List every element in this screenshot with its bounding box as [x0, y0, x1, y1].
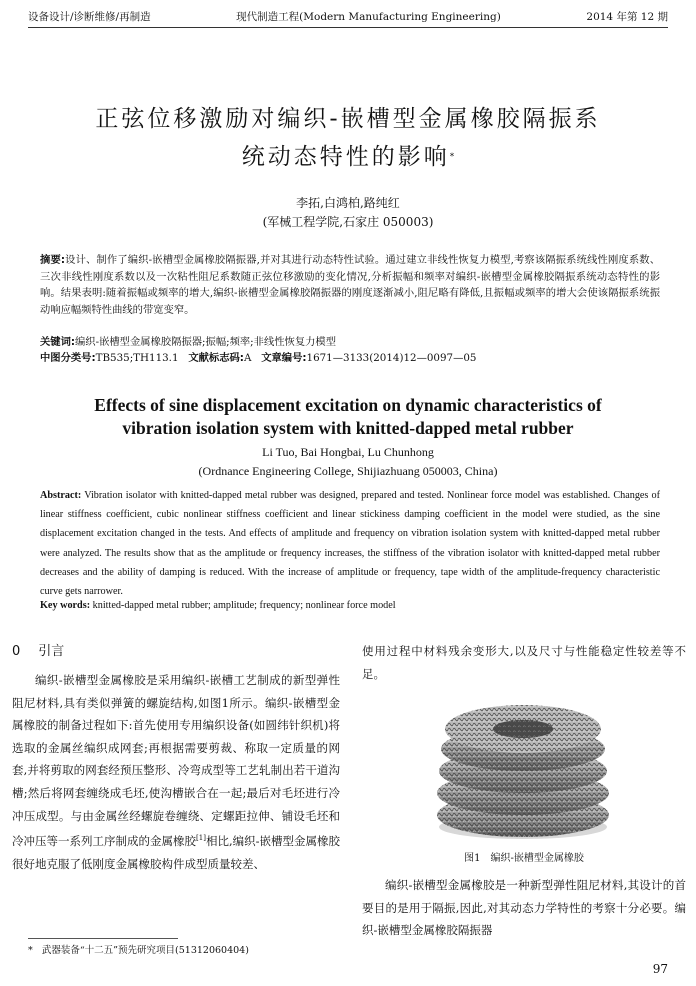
right-column	[362, 640, 686, 942]
english-keywords	[40, 598, 660, 614]
intro-paragraph	[12, 669, 340, 875]
doc-code-label: 文献标志码:	[188, 352, 244, 364]
intro-text-part2: 相比,编织-嵌槽型金属橡胶很好地克服了低刚度金属橡胶构件成型质量较差、	[12, 833, 340, 871]
running-header	[28, 6, 668, 28]
figure-caption: 图1 编织-嵌槽型金属橡胶	[464, 853, 584, 865]
english-title-line2: vibration isolation system with knitted-dapped metal rubber	[122, 418, 574, 438]
doc-code-value: A	[243, 352, 252, 364]
footnote	[28, 942, 249, 956]
classification-line	[40, 350, 660, 366]
chinese-title-line2-wrap	[0, 138, 696, 176]
chinese-keywords	[40, 334, 660, 350]
footnote-text: 武器装备“十二五”预先研究项目(51312060404)	[41, 945, 249, 956]
english-title-line1: Effects of sine displacement excitation on dynamic characteristics of	[94, 395, 602, 415]
chinese-affiliation: (军械工程学院,石家庄 050003)	[262, 215, 434, 229]
chinese-abstract-label: 摘要:	[40, 254, 65, 266]
title-footnote-mark: *	[449, 152, 455, 162]
header-journal: 现代制造工程(Modern Manufacturing Engineering)	[236, 11, 501, 23]
chinese-authors: 李拓,白鸿柏,路纯红	[296, 196, 400, 210]
chinese-keywords-label: 关键词:	[40, 336, 76, 348]
english-keywords-text: knitted-dapped metal rubber; amplitude; frequency; nonlinear force model	[92, 600, 396, 611]
english-abstract-label: Abstract:	[40, 490, 82, 501]
chinese-abstract-text: 设计、制作了编织-嵌槽型金属橡胶隔振器,并对其进行动态特性试验。通过建立非线性恢复力模型,考察该隔振系统线性刚度系数、三次非线性刚度系数以及一次粘性阻尼系数随正弦位移激励的变化情况,分析振幅和频率对编织-嵌槽型金属橡胶隔振系统动态特性的影响。结果表明:随着振幅或频率的增大,编织-嵌槽型金属橡胶隔振器的刚度逐渐减小,阻尼略有降低,且振幅或频率的增大会使该隔振系统振动响应幅频特性曲线的带宽变窄。	[40, 254, 660, 316]
continued-paragraph: 使用过程中材料残余变形大,以及尺寸与性能稳定性较差等不足。	[362, 644, 686, 681]
section-title: 引言	[38, 644, 65, 659]
english-title	[0, 394, 696, 440]
chinese-abstract	[40, 252, 660, 318]
english-authors: Li Tuo, Bai Hongbai, Lu Chunhong	[262, 445, 434, 459]
footnote-rule	[28, 938, 178, 939]
header-issue: 2014 年第 12 期	[586, 11, 668, 23]
metal-rubber-photo	[428, 697, 618, 843]
left-column	[12, 640, 340, 875]
english-affiliation: (Ordnance Engineering College, Shijiazhuang 050003, China)	[198, 464, 498, 478]
chinese-keywords-text: 编织-嵌槽型金属橡胶隔振器;振幅;频率;非线性恢复力模型	[75, 336, 337, 348]
article-no-label: 文章编号:	[261, 352, 307, 364]
english-abstract	[40, 486, 660, 601]
intro-text-part1: 编织-嵌槽型金属橡胶是采用编织-嵌槽工艺制成的新型弹性阻尼材料,具有类似弹簧的螺旋结构,如图1所示。编织-嵌槽型金属橡胶的制备过程如下:首先使用专用编织设备(如圆纬针织机)将选取的金属丝编织成网套;再根据需要剪裁、称取一定质量的网套,并将剪取的网套经预压整形、冷弯成型等工艺轧制出若干道沟槽;然后将网套缠绕成毛坯,使沟槽嵌合在一起;最后对毛坯进行冷冲压成型。与由金属丝经螺旋卷缠绕、定螺距拉伸、铺设毛坯和冷冲压等一系列工序制成的金属橡胶	[12, 673, 340, 848]
citation-ref: [1]	[196, 834, 206, 843]
header-left: 设备设计/诊断维修/再制造	[28, 11, 151, 23]
right-paragraph: 编织-嵌槽型金属橡胶是一种新型弹性阻尼材料,其设计的首要目的是用于隔振,因此,对其动态力学特性的考察十分必要。编织-嵌槽型金属橡胶隔振器	[362, 878, 686, 938]
chinese-title	[0, 100, 696, 176]
footnote-mark: *	[28, 945, 33, 956]
chinese-title-line2: 统动态特性的影响	[241, 144, 450, 170]
clc-value: TB535;TH113.1	[95, 352, 179, 364]
clc-label: 中图分类号:	[40, 352, 96, 364]
page-number: 97	[652, 962, 668, 976]
article-no-value: 1671—3133(2014)12—0097—05	[306, 352, 477, 364]
section-heading	[12, 640, 340, 659]
english-keywords-label: Key words:	[40, 600, 91, 611]
english-abstract-text: Vibration isolator with knitted-dapped metal rubber was designed, prepared and tested. Nonlinear force model was established. Changes of linear stiffness coefficient, cubic nonlinear stiffness coefficient and linear stickiness damping coefficient in the model were studied, as the sine displacement excitation changed in the tests. And effects of amplitude and frequency on vibration isolation system with knitted-dapped metal rubber were analyzed. The results show that as the amplitude or frequency increases, the stiffness of the vibration isolator with knitted-dapped metal rubber decreases and the ability of damping is reduced. With the increase of amplitude or frequency, tape width of the amplitude-frequency characteristic curve gets narrower.	[40, 490, 660, 598]
section-number: 0	[12, 644, 21, 659]
chinese-title-line1: 正弦位移激励对编织-嵌槽型金属橡胶隔振系	[95, 106, 601, 132]
figure-1	[362, 693, 686, 845]
